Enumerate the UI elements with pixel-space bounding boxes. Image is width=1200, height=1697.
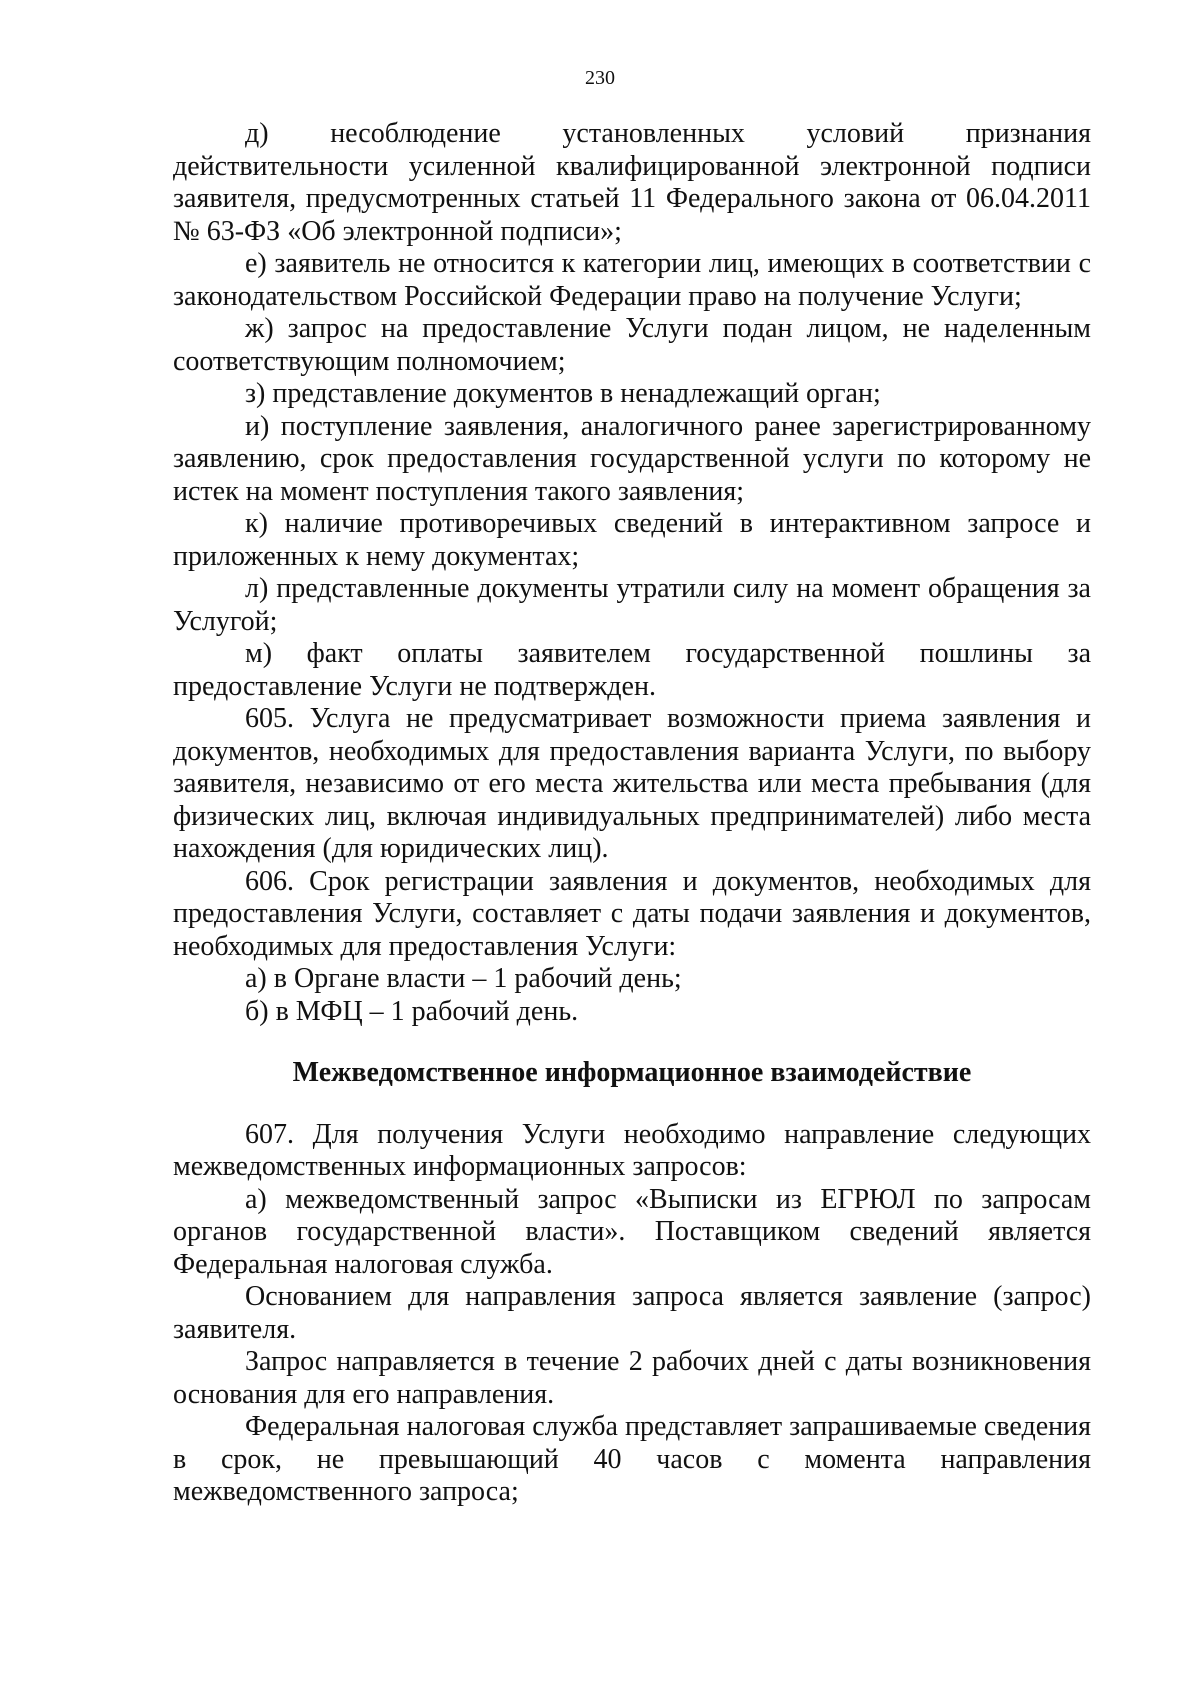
paragraph-m: м) факт оплаты заявителем государственной пошлины за предоставление Услуги не подтвержден.	[173, 638, 1091, 702]
paragraph-response-timing: Федеральная налоговая служба представляет запрашиваемые сведения в срок, не превышающий 40 часов с момента направления межведомственного запроса;	[173, 1411, 1091, 1507]
paragraph-basis: Основанием для направления запроса является заявление (запрос) заявителя.	[173, 1281, 1091, 1345]
paragraph-l: л) представленные документы утратили силу на момент обращения за Услугой;	[173, 573, 1091, 637]
paragraph-k: к) наличие противоречивых сведений в интерактивном запросе и приложенных к нему документах;	[173, 508, 1091, 572]
paragraph-d: д) несоблюдение установленных условий признания действительности усиленной квалифицированной электронной подписи заявителя, предусмотренных статьей 11 Федерального закона от 06.04.2011 № 63-ФЗ «Об электронной подписи»;	[173, 118, 1091, 247]
document-body	[173, 118, 1091, 1509]
paragraph-e: е) заявитель не относится к категории лиц, имеющих в соответствии с законодательством Российской Федерации право на получение Услуги;	[173, 248, 1091, 312]
paragraph-606-b: б) в МФЦ – 1 рабочий день.	[245, 995, 579, 1027]
paragraph-z: з) представление документов в ненадлежащий орган;	[245, 378, 881, 409]
paragraph-i: и) поступление заявления, аналогичного ранее зарегистрированному заявлению, срок предоставления государственной услуги по которому не истек на момент поступления такого заявления;	[173, 410, 1091, 507]
paragraph-605: 605. Услуга не предусматривает возможности приема заявления и документов, необходимых для предоставления варианта Услуги, по выбору заявителя, независимо от его места жительства или места пребывания (для физических лиц, включая индивидуальных предпринимателей) либо места нахождения (для юридических лиц).	[173, 703, 1091, 864]
section-heading: Межведомственное информационное взаимодействие	[292, 1057, 972, 1088]
paragraph-request-timing: Запрос направляется в течение 2 рабочих дней с даты возникновения основания для его направления.	[173, 1346, 1091, 1410]
paragraph-606: 606. Срок регистрации заявления и документов, необходимых для предоставления Услуги, составляет с даты подачи заявления и документов, необходимых для предоставления Услуги:	[173, 865, 1091, 962]
page-number: 230	[585, 67, 615, 89]
paragraph-607-a: а) межведомственный запрос «Выписки из ЕГРЮЛ по запросам органов государственной власти». Поставщиком сведений является Федеральная налоговая служба.	[173, 1183, 1091, 1280]
paragraph-607: 607. Для получения Услуги необходимо направление следующих межведомственных информационных запросов:	[173, 1118, 1091, 1182]
paragraph-606-a: а) в Органе власти – 1 рабочий день;	[245, 963, 682, 994]
paragraph-zh: ж) запрос на предоставление Услуги подан лицом, не наделенным соответствующим полномочием;	[173, 313, 1091, 377]
